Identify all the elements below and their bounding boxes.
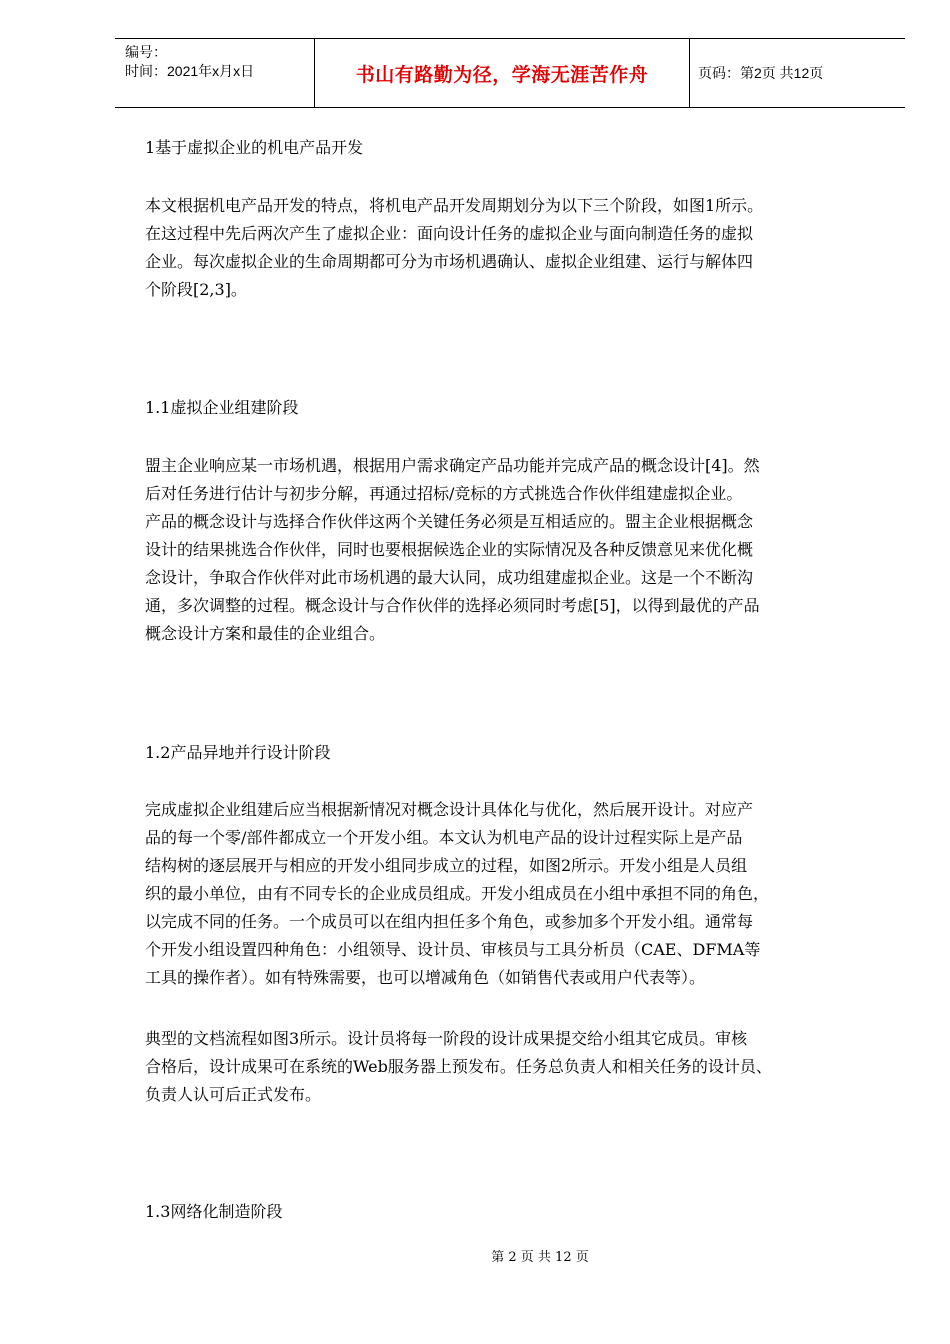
page-header [115,38,905,108]
paragraph [145,1025,895,1109]
text-line: 设计的结果挑选合作伙伴，同时也要根据候选企业的实际情况及各种反馈意见来优化概 [145,540,754,559]
page-footer: 第 2 页 共 12 页 [491,1250,589,1265]
text-line: 以完成不同的任务。一个成员可以在组内担任多个角色，或参加多个开发小组。通常每 [145,912,754,931]
header-motto: 书山有路勤为径，学海无涯苦作舟 [315,39,690,107]
document-number-label: 编号： [125,44,167,60]
text-line: 概念设计方案和最佳的企业组合。 [145,624,386,643]
text-line: 结构树的逐层展开与相应的开发小组同步成立的过程，如图2所示。开发小组是人员组 [145,856,748,875]
text-line: 完成虚拟企业组建后应当根据新情况对概念设计具体化与优化，然后展开设计。对应产 [145,800,754,819]
header-meta-cell [115,39,315,107]
text-line: 后对任务进行估计与初步分解，再通过招标/竞标的方式挑选合作伙伴组建虚拟企业。 [145,484,743,503]
paragraph [145,192,895,304]
section-heading: 1.2产品异地并行设计阶段 [145,743,331,762]
header-page-number: 页码：第2页 共12页 [698,65,824,81]
section-heading: 1基于虚拟企业的机电产品开发 [145,138,364,157]
text-line: 产品的概念设计与选择合作伙伴这两个关键任务必须是互相适应的。盟主企业根据概念 [145,512,754,531]
text-line: 本文根据机电产品开发的特点，将机电产品开发周期划分为以下三个阶段，如图1所示。 [145,196,764,215]
text-line: 念设计，争取合作伙伴对此市场机遇的最大认同，成功组建虚拟企业。这是一个不断沟 [145,568,754,587]
text-line: 典型的文档流程如图3所示。设计员将每一阶段的设计成果提交给小组其它成员。审核 [145,1029,748,1048]
text-line: 合格后，设计成果可在系统的Web服务器上预发布。任务总负责人和相关任务的设计员、 [145,1057,772,1076]
text-line: 通，多次调整的过程。概念设计与合作伙伴的选择必须同时考虑[5]，以得到最优的产品 [145,596,760,615]
text-line: 企业。每次虚拟企业的生命周期都可分为市场机遇确认、虚拟企业组建、运行与解体四 [145,252,754,271]
section-heading: 1.1虚拟企业组建阶段 [145,398,299,417]
document-time-label: 时间：2021年x月x日 [125,63,255,79]
text-line: 个阶段[2,3]。 [145,280,247,299]
paragraph [145,796,895,992]
text-line: 在这过程中先后两次产生了虚拟企业：面向设计任务的虚拟企业与面向制造任务的虚拟 [145,224,754,243]
text-line: 工具的操作者）。如有特殊需要，也可以增减角色（如销售代表或用户代表等）。 [145,968,706,987]
text-line: 织的最小单位，由有不同专长的企业成员组成。开发小组成员在小组中承担不同的角色， [145,884,770,903]
paragraph [145,452,895,648]
text-line: 盟主企业响应某一市场机遇，根据用户需求确定产品功能并完成产品的概念设计[4]。然 [145,456,760,475]
text-line: 个开发小组设置四种角色：小组领导、设计员、审核员与工具分析员（CAE、DFMA等 [145,940,761,959]
text-line: 负责人认可后正式发布。 [145,1085,322,1104]
section-heading: 1.3网络化制造阶段 [145,1202,283,1221]
text-line: 品的每一个零/部件都成立一个开发小组。本文认为机电产品的设计过程实际上是产品 [145,828,743,847]
